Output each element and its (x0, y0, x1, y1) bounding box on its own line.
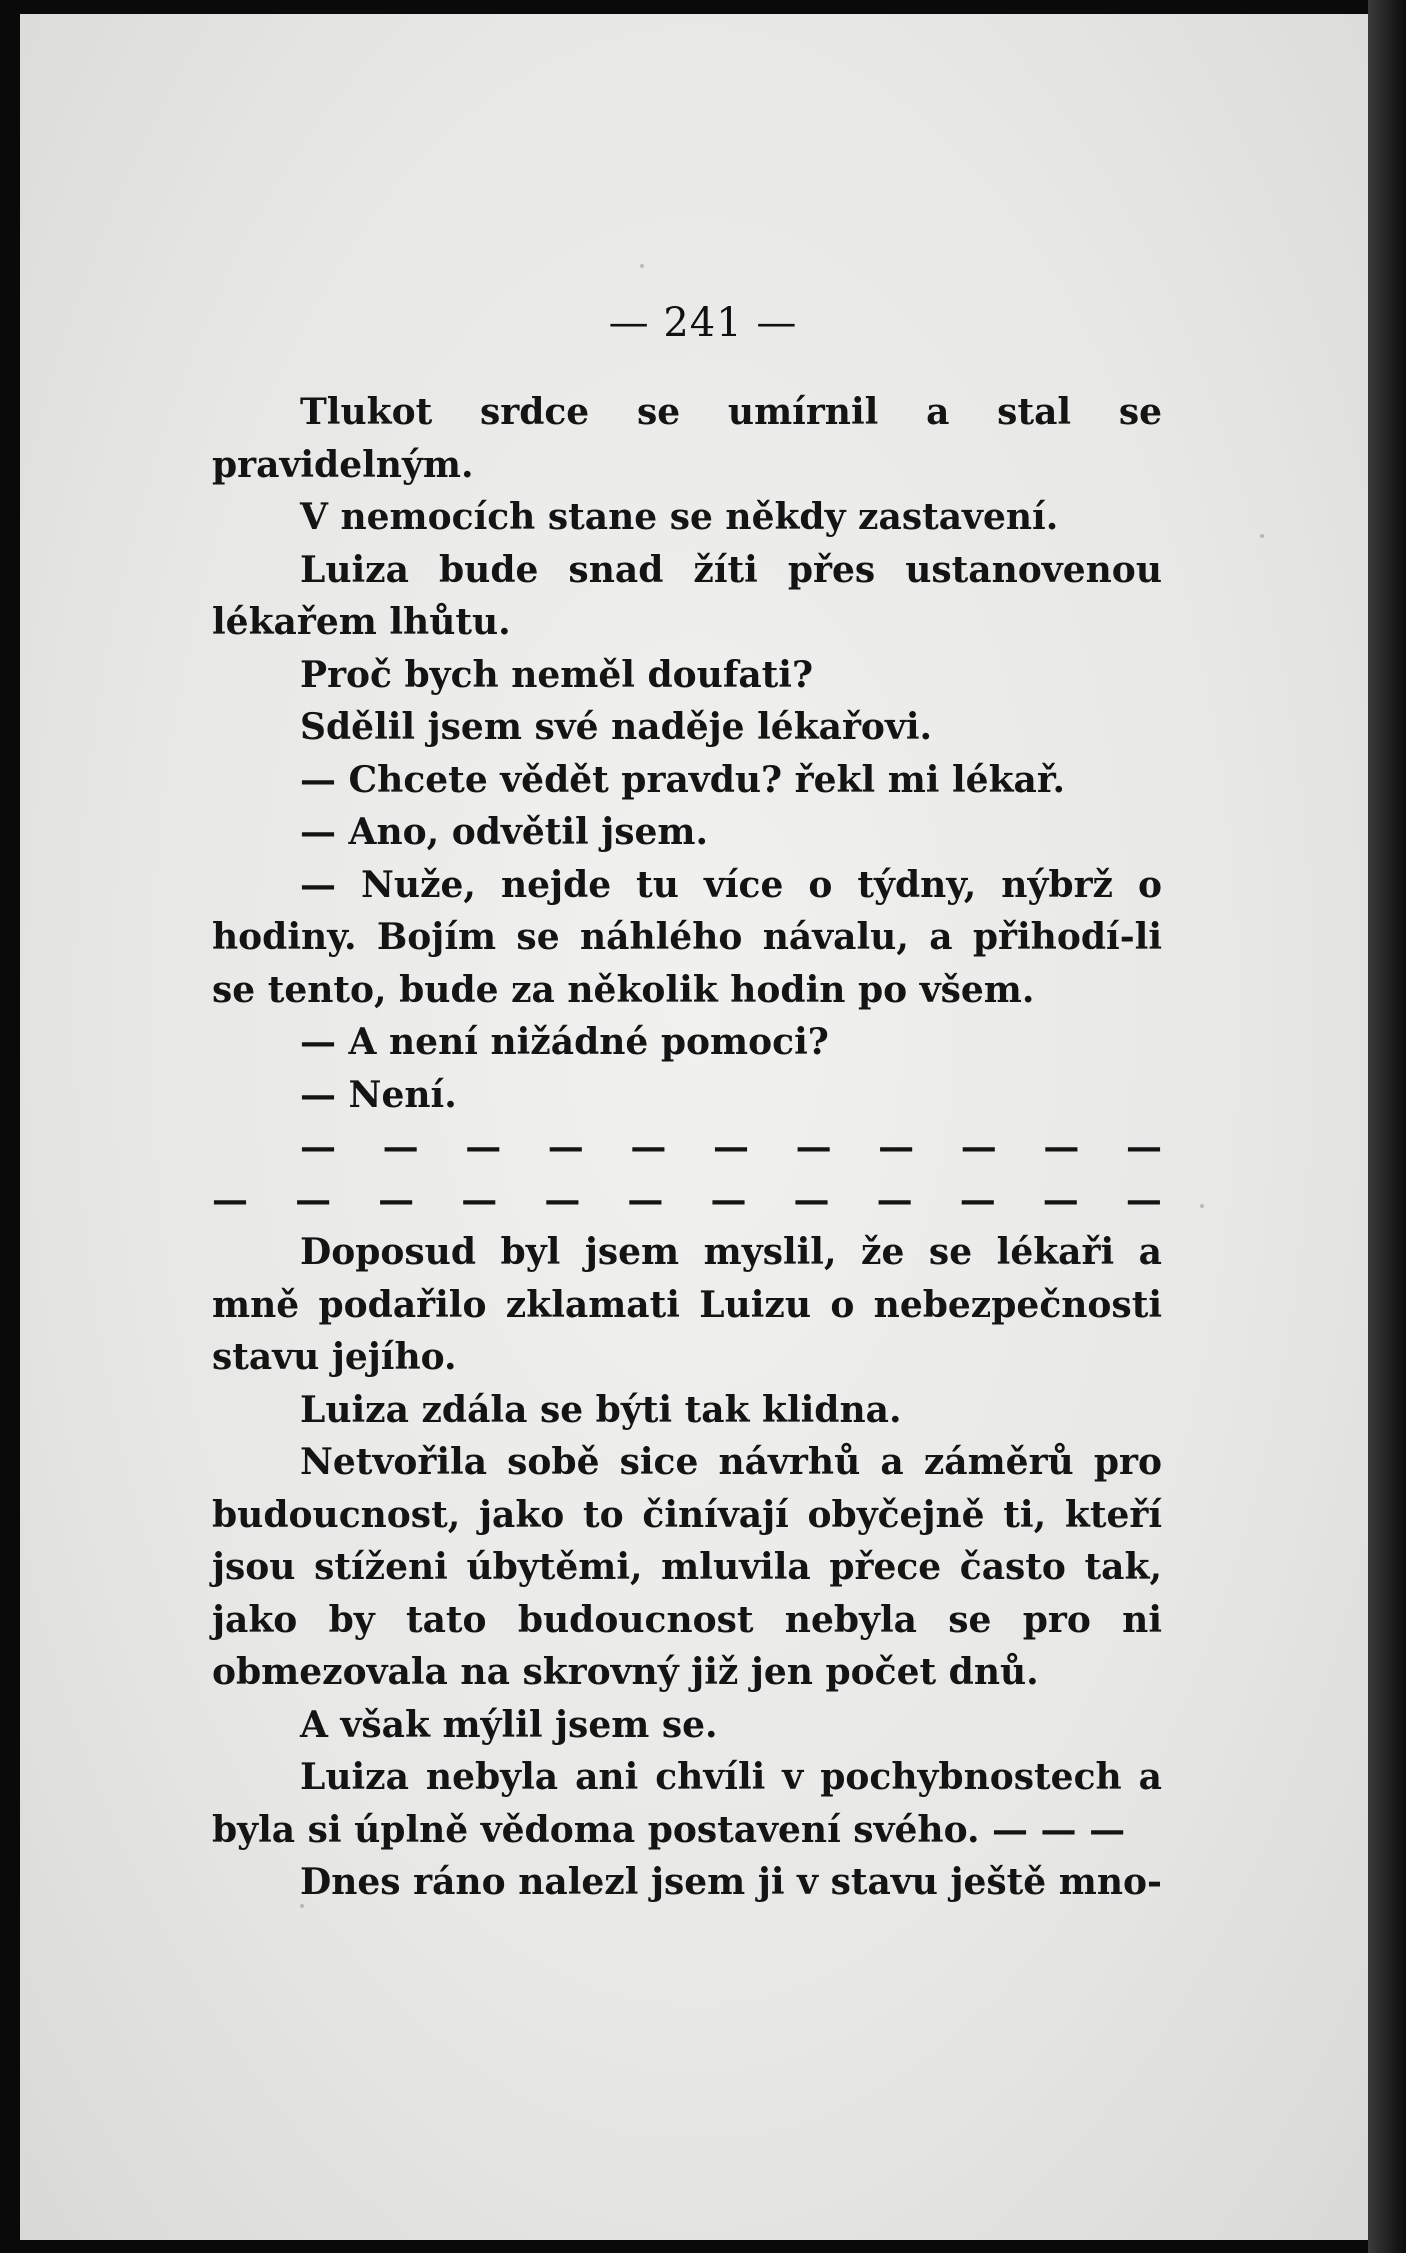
paragraph: — Není. (300, 1073, 457, 1116)
dash: — (300, 1126, 336, 1168)
body-text (212, 386, 1162, 1909)
dash: — (212, 1178, 248, 1221)
dash: — (461, 1178, 498, 1221)
dash: — (382, 1126, 419, 1168)
dash: — (959, 1178, 996, 1221)
paper-speck (640, 264, 644, 268)
dash: — (630, 1126, 667, 1168)
paper-speck (1200, 1204, 1204, 1208)
dash: — (1125, 1178, 1162, 1221)
paragraph: Tlukot srdce se umírnil a stal se pravidelným. (212, 391, 1162, 486)
page-number: — 241 — (608, 300, 798, 346)
paragraph: Luiza bude snad žíti přes ustanovenou lékařem lhůtu. (212, 548, 1162, 643)
paragraph: Netvořila sobě sice návrhů a záměrů pro budoucnost, jako to činívají obyčejně ti, kteří jsou stíženi úbytěmi, mluvila přece často tak, jako by tato budoucnost nebyla se pro ni obmezovala na skrovný již jen počet dnů. (212, 1441, 1162, 1693)
dash: — (710, 1178, 747, 1221)
dash: — (465, 1126, 502, 1168)
paragraph: Sdělil jsem své naděje lékařovi. (300, 706, 933, 748)
paragraph: — Chcete vědět pravdu? řekl mi lékař. (300, 758, 1066, 801)
dash: — (878, 1126, 915, 1168)
paragraph: V nemocích stane se někdy zastavení. (300, 496, 1059, 538)
paragraph: Proč bych neměl doufati? (300, 653, 814, 696)
paragraph: Luiza zdála se býti tak klidna. (300, 1388, 902, 1431)
dash-separator (212, 1174, 1162, 1227)
dash: — (795, 1126, 832, 1168)
paragraph: — A není nižádné pomoci? (300, 1021, 829, 1063)
dash: — (547, 1126, 584, 1168)
paragraph: Doposud byl jsem myslil, že se lékaři a mně podařilo zklamati Luizu o nebezpečnosti stavu jejího. (212, 1231, 1162, 1378)
dash: — (295, 1178, 332, 1221)
dash: — (1125, 1126, 1162, 1168)
dash: — (876, 1178, 913, 1221)
paragraph: A však mýlil jsem se. (300, 1703, 718, 1746)
dash: — (627, 1178, 664, 1221)
dash: — (544, 1178, 581, 1221)
dash: — (793, 1178, 830, 1221)
dash: — (960, 1126, 997, 1168)
paper-speck (1260, 534, 1264, 538)
dash: — (1043, 1126, 1080, 1168)
paragraph: — Nuže, nejde tu více o týdny, nýbrž o hodiny. Bojím se náhlého návalu, a přihodí-li se tento, bude za několik hodin po všem. (212, 863, 1162, 1011)
paragraph: Luiza nebyla ani chvíli v pochybnostech a byla si úplně vědoma postavení svého. — — — (212, 1756, 1162, 1851)
dash-separator (212, 1121, 1162, 1174)
paragraph: Dnes ráno nalezl jsem ji v stavu ještě mno- (300, 1861, 1162, 1903)
paragraph: — Ano, odvětil jsem. (300, 811, 709, 853)
dash: — (1042, 1178, 1079, 1221)
dash: — (378, 1178, 415, 1221)
dash: — (712, 1126, 749, 1168)
